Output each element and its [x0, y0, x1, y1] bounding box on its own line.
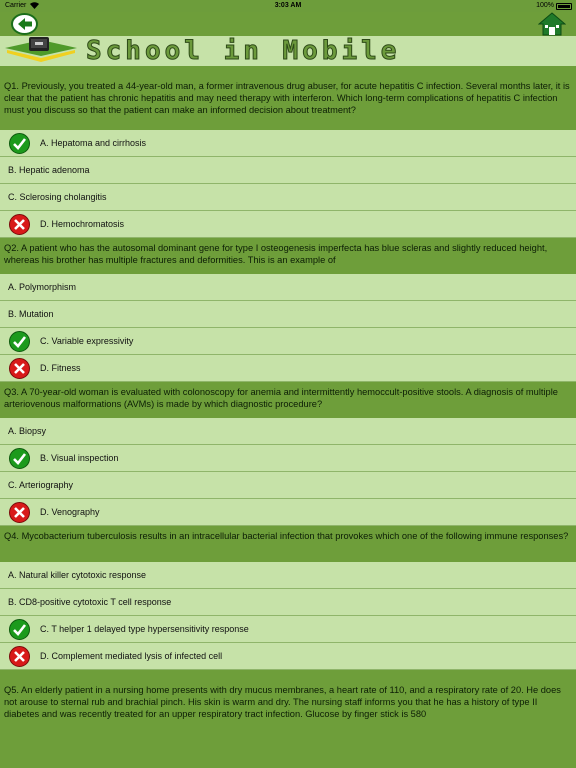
option-b[interactable] — [0, 157, 576, 184]
option-c[interactable] — [0, 616, 576, 643]
option-b[interactable] — [0, 301, 576, 328]
question-text: Q5. An elderly patient in a nursing home presents with dry mucus membranes, a heart rate of 110, and a respiratory rate of 20. He does not arouse to sternal rub and brachial pinch. His skin is warm and dry. The nursing staff informs you that he has a history of type II diabetes and was recently treated for an upper respiratory tract infection. Glucose by finger stick is 580 — [0, 670, 576, 768]
status-bar — [0, 0, 576, 12]
check-icon — [9, 133, 30, 154]
option-a[interactable] — [0, 130, 576, 157]
option-c[interactable] — [0, 184, 576, 211]
cross-icon — [9, 502, 30, 523]
option-label: D. Venography — [40, 507, 100, 517]
school-logo-icon — [5, 36, 77, 66]
option-c[interactable] — [0, 328, 576, 355]
home-icon — [538, 12, 566, 36]
option-label: D. Complement mediated lysis of infected cell — [40, 651, 223, 661]
check-icon — [9, 619, 30, 640]
option-label: D. Fitness — [40, 363, 81, 373]
status-time: 3:03 AM — [274, 2, 302, 9]
option-label: A. Biopsy — [8, 426, 47, 436]
option-d[interactable] — [0, 499, 576, 526]
battery-icon — [556, 3, 572, 10]
nav-bar — [0, 12, 576, 36]
question-list[interactable] — [0, 66, 576, 768]
option-label: D. Hemochromatosis — [40, 219, 125, 229]
question-text: Q2. A patient who has the autosomal dominant gene for type I osteogenesis imperfecta has blue scleras and slightly reduced height, whereas his brother has multiple fractures and deformities. This is an example of — [0, 238, 576, 274]
cross-icon — [9, 214, 30, 235]
option-label: A. Polymorphism — [8, 282, 77, 292]
option-d[interactable] — [0, 355, 576, 382]
option-a[interactable] — [0, 562, 576, 589]
option-b[interactable] — [0, 589, 576, 616]
cross-icon — [9, 646, 30, 667]
option-a[interactable] — [0, 418, 576, 445]
option-b[interactable] — [0, 445, 576, 472]
back-arrow-icon — [17, 17, 33, 31]
cross-icon — [9, 358, 30, 379]
option-label: A. Natural killer cytotoxic response — [8, 570, 147, 580]
banner — [0, 36, 576, 66]
check-icon — [9, 448, 30, 469]
option-label: B. Visual inspection — [40, 453, 119, 463]
app-title: School in Mobile — [86, 36, 401, 66]
home-button[interactable] — [538, 12, 566, 36]
option-label: C. Arteriography — [8, 480, 74, 490]
question-text: Q1. Previously, you treated a 44-year-old man, a former intravenous drug abuser, for acute hepatitis C infection. Several months later, it is clear that the patient has chronic hepatitis and may need therapy with interferon. Which long-term complications of hepatitis C infection must you discuss so that the patient can make an informed decision about treatment? — [0, 66, 576, 130]
option-label: B. Hepatic adenoma — [8, 165, 90, 175]
option-label: C. T helper 1 delayed type hypersensitivity response — [40, 624, 249, 634]
back-button[interactable] — [11, 13, 38, 35]
option-label: B. CD8-positive cytotoxic T cell response — [8, 597, 172, 607]
option-label: C. Variable expressivity — [40, 336, 134, 346]
option-d[interactable] — [0, 211, 576, 238]
option-label: A. Hepatoma and cirrhosis — [40, 138, 147, 148]
battery-percent: 100% — [536, 2, 554, 9]
option-d[interactable] — [0, 643, 576, 670]
question-text: Q4. Mycobacterium tuberculosis results in an intracellular bacterial infection that provokes which one of the following immune responses? — [0, 526, 576, 562]
carrier-label: Carrier — [5, 2, 27, 9]
check-icon — [9, 331, 30, 352]
option-label: C. Sclerosing cholangitis — [8, 192, 107, 202]
option-c[interactable] — [0, 472, 576, 499]
option-a[interactable] — [0, 274, 576, 301]
question-text: Q3. A 70-year-old woman is evaluated with colonoscopy for anemia and intermittently hemoccult-positive stools. A diagnosis of multiple arteriovenous malformations (AVMs) is made by which diagnostic procedure? — [0, 382, 576, 418]
option-label: B. Mutation — [8, 309, 54, 319]
